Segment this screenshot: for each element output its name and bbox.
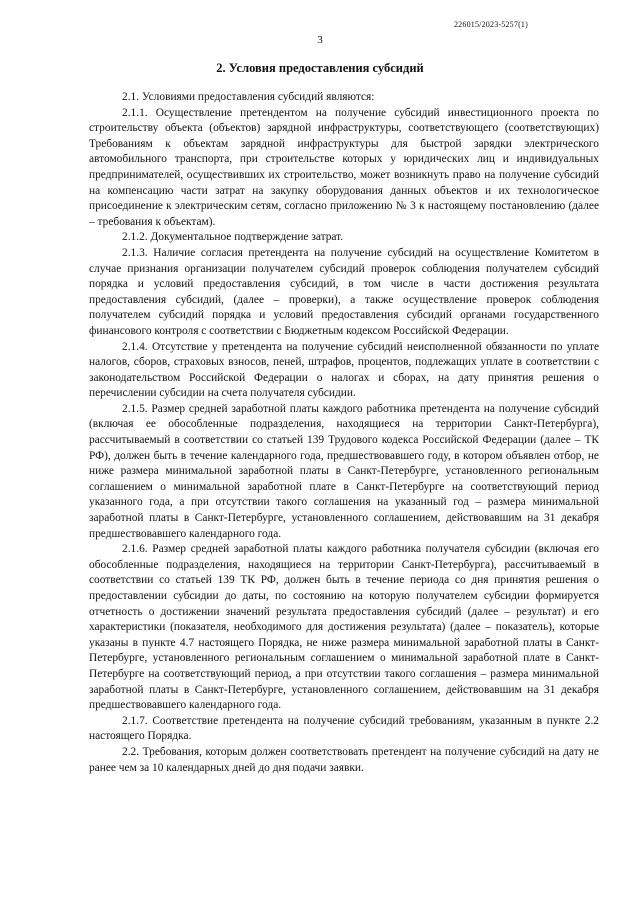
section-title: 2. Условия предоставления субсидий [216,61,424,75]
document-body [89,90,599,776]
paragraph-2-1-2: 2.1.2. Документальное подтверждение затрат. [122,231,344,244]
paragraph-2-1-1: 2.1.1. Осуществление претендентом на получение субсидий инвестиционного проекта по строительству объекта (объектов) зарядной инфраструктуры, соответствующего (соответствующих) Требованиям к объектам зарядной инфраструктуры для быстрой зарядки электрического автомобильного транспорта, при строительстве которых у юридических лиц и индивидуальных предпринимателей, осуществивших их строительство, может возникнуть право на получение субсидий на компенсацию части затрат на закупку оборудования данных объектов и их технологическое присоединение к электрическим сетям, согласно приложению № 3 к настоящему постановлению (далее – требования к объектам). [89,106,599,228]
paragraph-2-1-5: 2.1.5. Размер средней заработной платы каждого работника претендента на получение субсидий (включая ее обособленные подразделения, находящиеся на территории Санкт-Петербурга), рассчитываемый в соответствии со статьей 139 Трудового кодекса Российской Федерации (далее – ТК РФ), должен быть в течение календарного года, предшествовавшего году, в котором объявлен отбор, не ниже размера минимальной заработной платы в Санкт-Петербурге, установленного региональным соглашением о минимальной заработной плате в Санкт-Петербурге на соответствующий период указанного года, а при отсутствии такого соглашения на указанный год – размера минимальной заработной платы в Санкт-Петербурге, установленного соглашением, действовавшим на 31 декабря предшествовавшего календарного года. [89,402,599,540]
paragraph-2-1-7: 2.1.7. Соответствие претендента на получение субсидий требованиям, указанным в пункте 2.2 настоящего Порядка. [89,714,599,743]
paragraph-2-1-6: 2.1.6. Размер средней заработной платы каждого работника получателя субсидии (включая его обособленные подразделения, находящиеся на территории Санкт-Петербурга), рассчитываемый в соответствии со статьей 139 ТК РФ, должен быть в течение периода со дня принятия решения о предоставлении субсидии до даты, по состоянию на которую получателем субсидии формируется отчетность о достижении значений результата предоставления субсидий (далее – результат) и его характеристики (показателя, необходимого для достижения результата) (далее – показатель), которые указаны в пункте 4.7 настоящего Порядка, не ниже размера минимальной заработной платы в Санкт-Петербурге, установленного региональным соглашением о минимальной заработной плате в Санкт-Петербурге на соответствующий период, а при отсутствии такого соглашения – размера минимальной заработной платы в Санкт-Петербурге, установленного соглашением, действовавшим на 31 декабря предшествовавшего календарного года. [89,543,599,712]
paragraph-2-1: 2.1. Условиями предоставления субсидий являются: [122,91,375,103]
paragraph-2-2: 2.2. Требования, которым должен соответствовать претендент на получение субсидий на дату не ранее чем за 10 календарных дней до дня подачи заявки. [89,745,599,774]
paragraph-2-1-4: 2.1.4. Отсутствие у претендента на получение субсидий неисполненной обязанности по уплате налогов, сборов, страховых взносов, пеней, штрафов, процентов, подлежащих уплате в соответствии с законодательством Российской Федерации о налогах и сборах, на дату принятия решения о перечислении субсидии на счета получателя субсидии. [89,340,599,400]
page-number: 3 [317,34,323,46]
paragraph-2-1-3: 2.1.3. Наличие согласия претендента на получение субсидий на осуществление Комитетом в случае признания организации получателем субсидий проверок соблюдения получателем субсидий порядка и условий предоставления субсидий, в том числе в части достижения результата предоставления субсидий, (далее – проверки), а также осуществление проверок соблюдения получателем субсидий порядка и условий предоставления субсидий органами государственного финансового контроля с соответствии с Бюджетным кодексом Российской Федерации. [89,246,599,337]
document-registration-number: 226015/2023-5257(1) [453,20,528,29]
